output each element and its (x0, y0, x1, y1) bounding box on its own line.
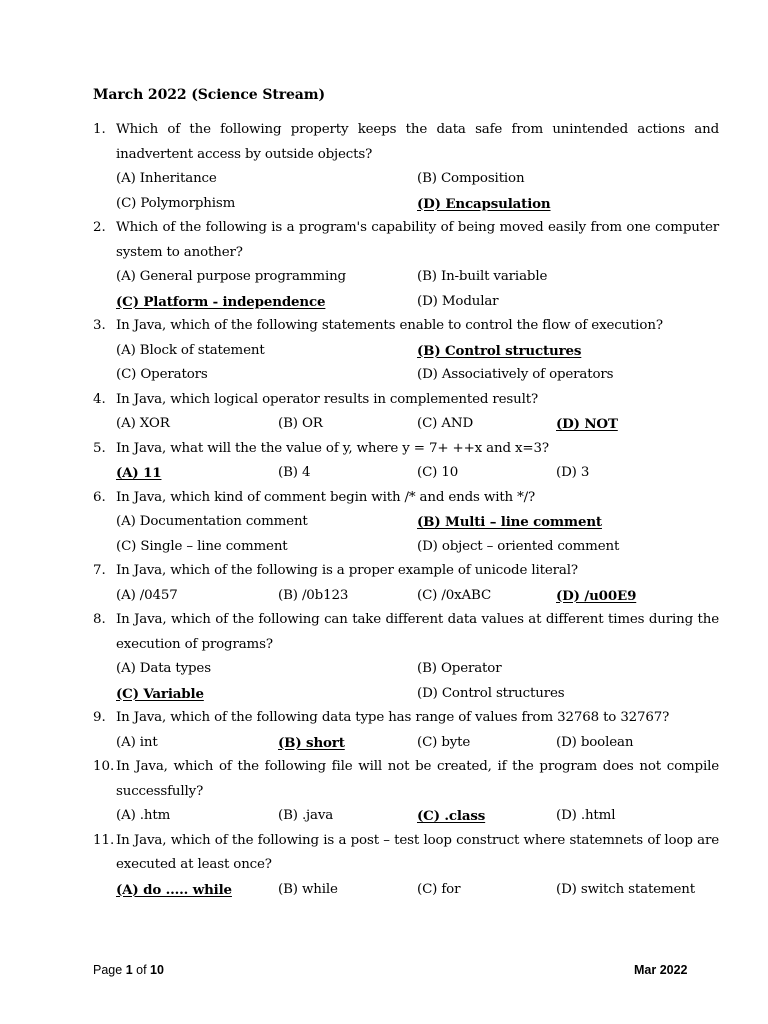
answer-option: (D) Modular (417, 293, 499, 309)
options-row (116, 167, 719, 192)
question-item (93, 118, 719, 216)
question-text: In Java, which logical operator results in complemented result? (116, 391, 539, 407)
answer-option: (D) boolean (556, 734, 634, 750)
options-row (116, 731, 719, 756)
answer-option: (C) Polymorphism (116, 195, 236, 211)
answer-option: (C) Operators (116, 367, 208, 382)
options-row (116, 682, 719, 707)
answer-option: (B) .java (278, 808, 334, 823)
question-item (93, 314, 719, 388)
question-text: In Java, which of the following file will not be created, if the program does not compile successfully? (116, 759, 719, 799)
correct-answer-option: (C) Platform - independence (116, 293, 326, 310)
page-total: 10 (150, 963, 164, 977)
question-item (93, 559, 719, 608)
answer-option: (A) Block of statement (116, 342, 265, 358)
question-text: Which of the following is a program's capability of being moved easily from one computer system to another? (116, 220, 719, 260)
options-row (116, 339, 719, 364)
answer-option: (B) while (278, 881, 338, 897)
answer-option: (B) 4 (278, 465, 311, 480)
question-item (93, 755, 719, 829)
question-item (93, 706, 719, 755)
answer-option: (A) XOR (116, 416, 170, 431)
question-number: 2. (93, 220, 106, 235)
question-number: 11. (93, 832, 115, 848)
page-current: 1 (125, 963, 133, 977)
answer-option: (D) object – oriented comment (417, 538, 620, 554)
options-row (116, 878, 719, 903)
correct-answer-option: (D) /u00E9 (556, 587, 637, 604)
options-row (116, 510, 719, 535)
footer-date: Mar 2022 (634, 963, 688, 977)
answer-option: (C) AND (417, 416, 474, 431)
answer-option: (A) /0457 (116, 587, 178, 603)
answer-option: (B) Operator (417, 661, 502, 676)
page-of: of (136, 963, 147, 977)
options-row (116, 412, 719, 437)
question-text: In Java, which kind of comment begin with /* and ends with */? (116, 489, 536, 505)
question-text: In Java, which of the following can take different data values at different times during the execution of programs? (116, 612, 719, 652)
correct-answer-option: (B) Control structures (417, 342, 582, 359)
answer-option: (C) 10 (417, 465, 459, 480)
options-row (116, 657, 719, 682)
question-text: In Java, which of the following is a post – test loop construct where statemnets of loop are executed at least once? (116, 832, 719, 872)
correct-answer-option: (D) Encapsulation (417, 195, 551, 212)
question-number: 7. (93, 563, 106, 578)
options-row (116, 290, 719, 315)
options-row (116, 265, 719, 290)
answer-option: (A) .htm (116, 808, 171, 823)
question-text: In Java, which of the following statements enable to control the flow of execution? (116, 318, 663, 333)
answer-option: (B) In-built variable (417, 269, 548, 284)
options-row (116, 461, 719, 486)
question-text: In Java, which of the following is a proper example of unicode literal? (116, 563, 578, 578)
question-text: In Java, what will the the value of y, where y = 7+ ++x and x=3? (116, 440, 549, 456)
question-number: 4. (93, 391, 106, 407)
page-label: Page (93, 963, 123, 977)
answer-option: (B) /0b123 (278, 587, 349, 603)
question-item (93, 437, 719, 486)
options-row (116, 192, 719, 217)
answer-option: (A) Inheritance (116, 171, 217, 186)
page-number (93, 963, 164, 977)
question-number: 5. (93, 440, 106, 456)
correct-answer-option: (D) NOT (556, 416, 618, 432)
answer-option: (A) int (116, 734, 158, 750)
options-row (116, 804, 719, 829)
answer-option: (D) 3 (556, 465, 590, 480)
question-item (93, 486, 719, 560)
options-row (116, 535, 719, 560)
question-number: 1. (93, 122, 106, 137)
answer-option: (B) Composition (417, 171, 525, 186)
answer-option: (D) .html (556, 808, 616, 823)
question-item (93, 829, 719, 903)
answer-option: (B) OR (278, 416, 323, 431)
question-number: 6. (93, 489, 106, 505)
question-number: 8. (93, 612, 106, 627)
answer-option: (A) Data types (116, 661, 211, 676)
question-text: Which of the following property keeps the data safe from unintended actions and inadvertent access by outside objects? (116, 122, 719, 162)
exam-heading: March 2022 (Science Stream) (93, 87, 325, 103)
answer-option: (C) Single – line comment (116, 538, 288, 554)
question-number: 10. (93, 759, 115, 774)
correct-answer-option: (C) Variable (116, 685, 204, 702)
correct-answer-option: (C) .class (417, 808, 486, 824)
answer-option: (D) switch statement (556, 881, 695, 897)
answer-option: (C) /0xABC (417, 587, 492, 603)
question-item (93, 216, 719, 314)
answer-option: (A) General purpose programming (116, 269, 346, 284)
answer-option: (C) byte (417, 734, 471, 750)
question-list (93, 118, 719, 902)
correct-answer-option: (A) do ..... while (116, 881, 232, 898)
question-number: 9. (93, 710, 106, 725)
question-number: 3. (93, 318, 106, 333)
answer-option: (C) for (417, 881, 461, 897)
question-item (93, 388, 719, 437)
answer-option: (A) Documentation comment (116, 514, 308, 529)
correct-answer-option: (A) 11 (116, 465, 162, 481)
question-item (93, 608, 719, 706)
answer-option: (D) Associatively of operators (417, 367, 614, 382)
answer-option: (D) Control structures (417, 685, 565, 701)
correct-answer-option: (B) short (278, 734, 345, 751)
options-row (116, 363, 719, 388)
question-text: In Java, which of the following data type has range of values from 32768 to 32767? (116, 710, 670, 725)
options-row (116, 584, 719, 609)
correct-answer-option: (B) Multi – line comment (417, 514, 602, 530)
